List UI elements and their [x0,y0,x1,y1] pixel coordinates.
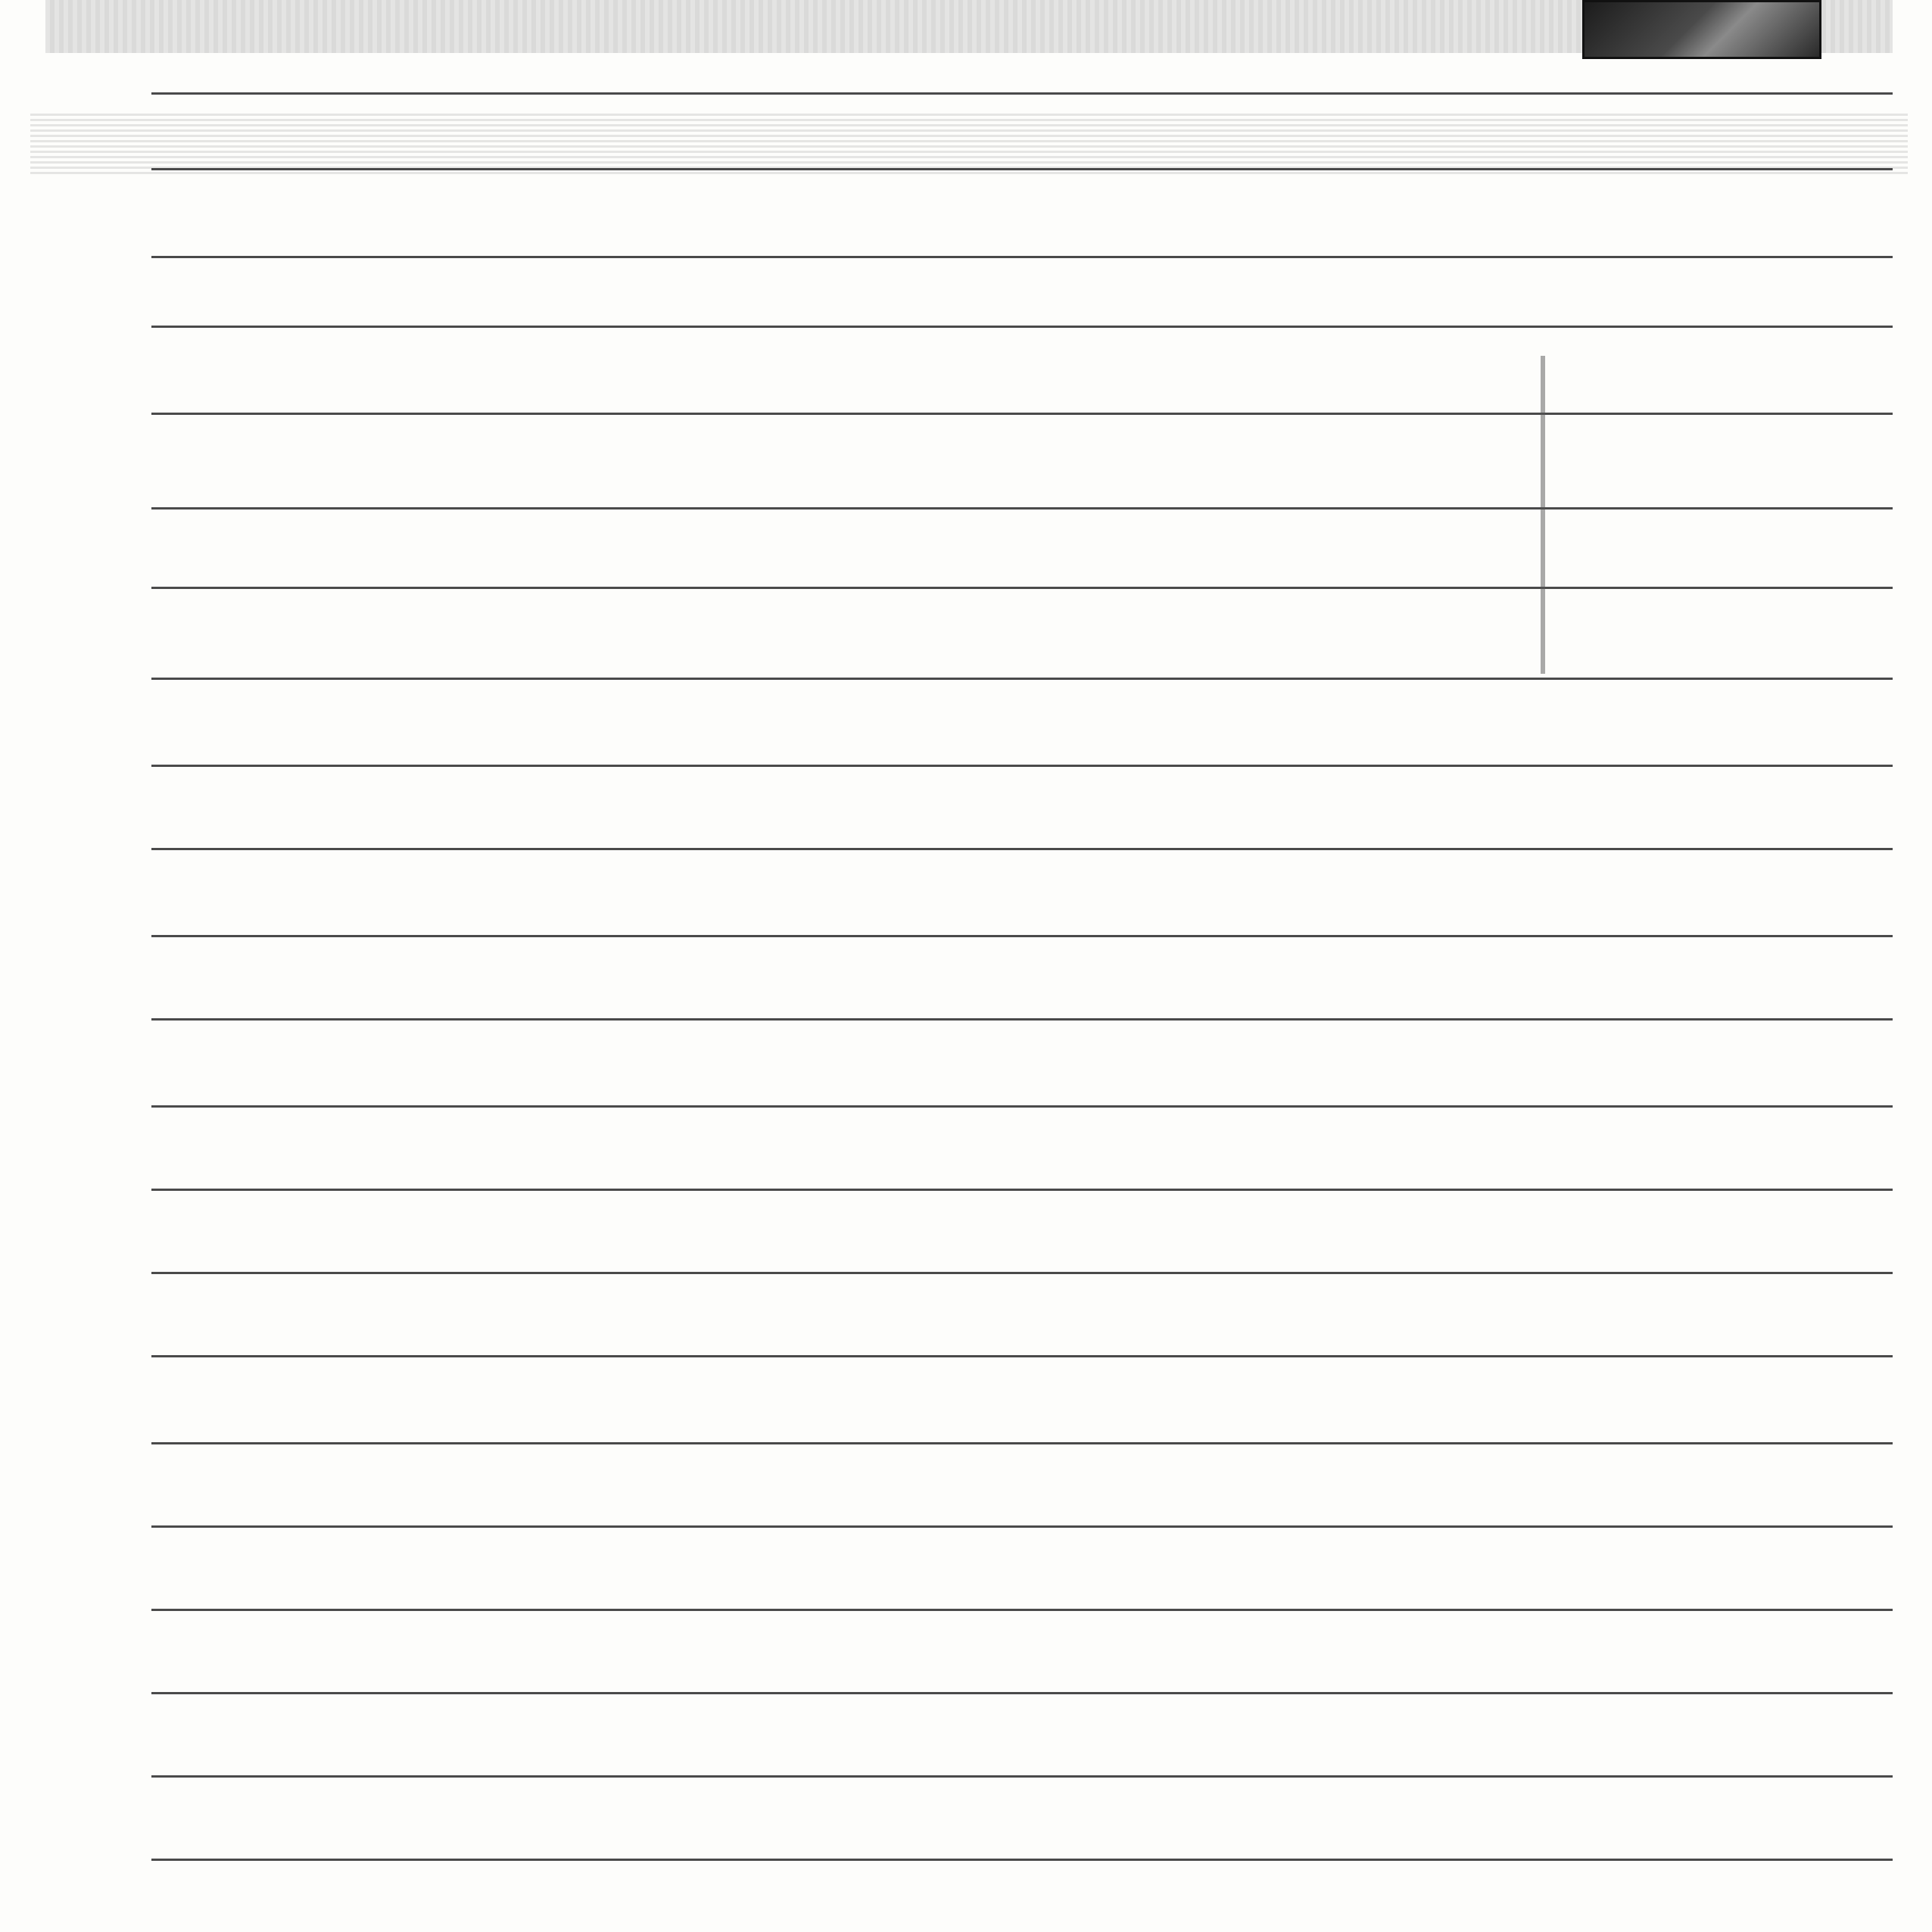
letter-line-1 [159,212,1893,303]
letter-line-5 [159,882,1893,973]
ruled-line [151,168,1893,170]
ruled-line [151,92,1893,95]
letter-line-2 [159,379,1893,469]
ruled-line [151,848,1893,850]
letter-line-7 [159,1219,1893,1310]
ruled-line [151,1018,1893,1021]
letter-line-8 [159,1385,1893,1476]
ruled-line [151,678,1893,680]
ruled-line [151,326,1893,328]
header-photo [1582,0,1821,59]
bismillah-heading [681,61,1287,129]
letter-line-4 [159,715,1893,806]
letter-line-11 [159,1840,1893,1930]
letter-line-10 [159,1719,1893,1809]
letter-line-3 [159,549,1893,640]
letter-line-6 [159,1052,1893,1143]
ruled-line [151,1525,1893,1528]
ruled-line [151,1355,1893,1357]
ruled-line [151,507,1893,509]
ruled-line [151,1692,1893,1694]
letter-line-9 [159,1552,1893,1643]
ruled-line [151,1189,1893,1191]
printed-header-text [242,0,1529,45]
margin-note [1859,1658,1904,1877]
